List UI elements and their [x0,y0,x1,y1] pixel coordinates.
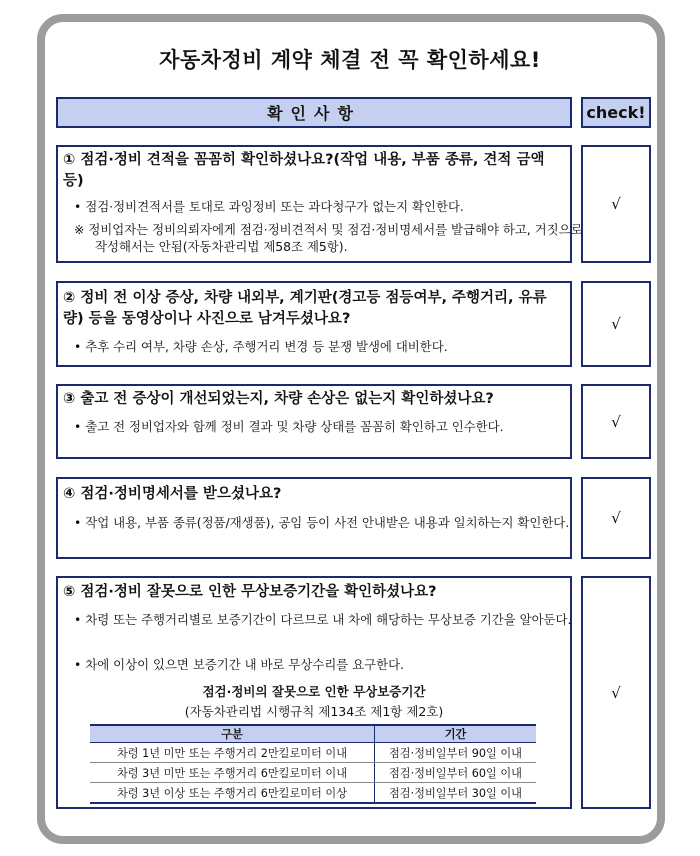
check-header: check! [581,97,651,128]
table-cell-period: 점검·정비일부터 60일 이내 [375,763,537,783]
section-1-note: ※ 정비업자는 정비의뢰자에게 점검·정비견적서 및 점검·정비명세서를 발급해야 하고, 거짓으로 작성해서는 안됨(자동차관리법 제58조 제5항). [74,222,583,254]
section-2-check [581,281,651,367]
table-row [90,743,536,763]
section-5-bullet-2: • 차에 이상이 있으면 보증기간 내 바로 무상수리를 요구한다. [74,657,405,672]
section-1-check [581,145,651,263]
table-cell-category: 차령 1년 미만 또는 주행거리 2만킬로미터 이내 [90,743,375,763]
section-3-check [581,384,651,459]
table-row [90,763,536,783]
section-1-bullet-1: • 점검·정비견적서를 토대로 과잉정비 또는 과다청구가 없는지 확인한다. [74,199,464,214]
section-5-bullet-1: • 차령 또는 주행거리별로 보증기간이 다르므로 내 차에 해당하는 무상보증 기간을 알아둔다. [74,612,572,627]
check-mark-icon: √ [611,412,621,431]
table-row [90,783,536,804]
table-cell-period: 점검·정비일부터 90일 이내 [375,743,537,763]
items-header: 확인사항 [56,97,572,128]
table-header-row [90,725,536,743]
check-mark-icon: √ [611,195,621,213]
table-header-category: 구분 [90,725,375,743]
section-3-question: ③ 출고 전 증상이 개선되었는지, 차량 손상은 없는지 확인하셨나요? [63,391,494,407]
table-cell-period: 점검·정비일부터 30일 이내 [375,783,537,804]
section-3-bullet-1: • 출고 전 정비업자와 함께 정비 결과 및 차량 상태를 꼼꼼히 확인하고 인수한다. [74,419,504,434]
section-4-bullet-1: • 작업 내용, 부품 종류(정품/재생품), 공임 등이 사전 안내받은 내용과 일치하는지 확인한다. [74,515,570,530]
table-header-period: 기간 [375,725,537,743]
check-mark-icon: √ [611,315,621,333]
section-5-check [581,576,651,809]
warranty-table [90,724,536,804]
section-5-question: ⑤ 점검·정비 잘못으로 인한 무상보증기간을 확인하셨나요? [63,584,437,600]
check-mark-icon: √ [611,683,621,702]
section-2-question: ② 정비 전 이상 증상, 차량 내외부, 계기판(경고등 점등여부, 주행거리, 유류량) 등을 동영상이나 사진으로 남겨두셨나요? [63,290,547,327]
section-4-question: ④ 점검·정비명세서를 받으셨나요? [63,486,282,502]
table-cell-category: 차령 3년 미만 또는 주행거리 6만킬로미터 이내 [90,763,375,783]
table-cell-category: 차령 3년 이상 또는 주행거리 6만킬로미터 이상 [90,783,375,804]
section-2-bullet-1: • 추후 수리 여부, 차량 손상, 주행거리 변경 등 분쟁 발생에 대비한다. [74,339,448,354]
warranty-table-source: (자동차관리법 시행규칙 제134조 제1항 제2호) [184,704,444,719]
section-1-question: ① 점검·정비 견적을 꼼꼼히 확인하셨나요?(작업 내용, 부품 종류, 견적 금액 등) [63,152,545,189]
check-mark-icon: √ [611,509,621,527]
section-4-check [581,477,651,559]
warranty-table-title: 점검·정비의 잘못으로 인한 무상보증기간 [202,684,426,699]
page-title: 자동차정비 계약 체결 전 꼭 확인하세요! [159,48,541,72]
